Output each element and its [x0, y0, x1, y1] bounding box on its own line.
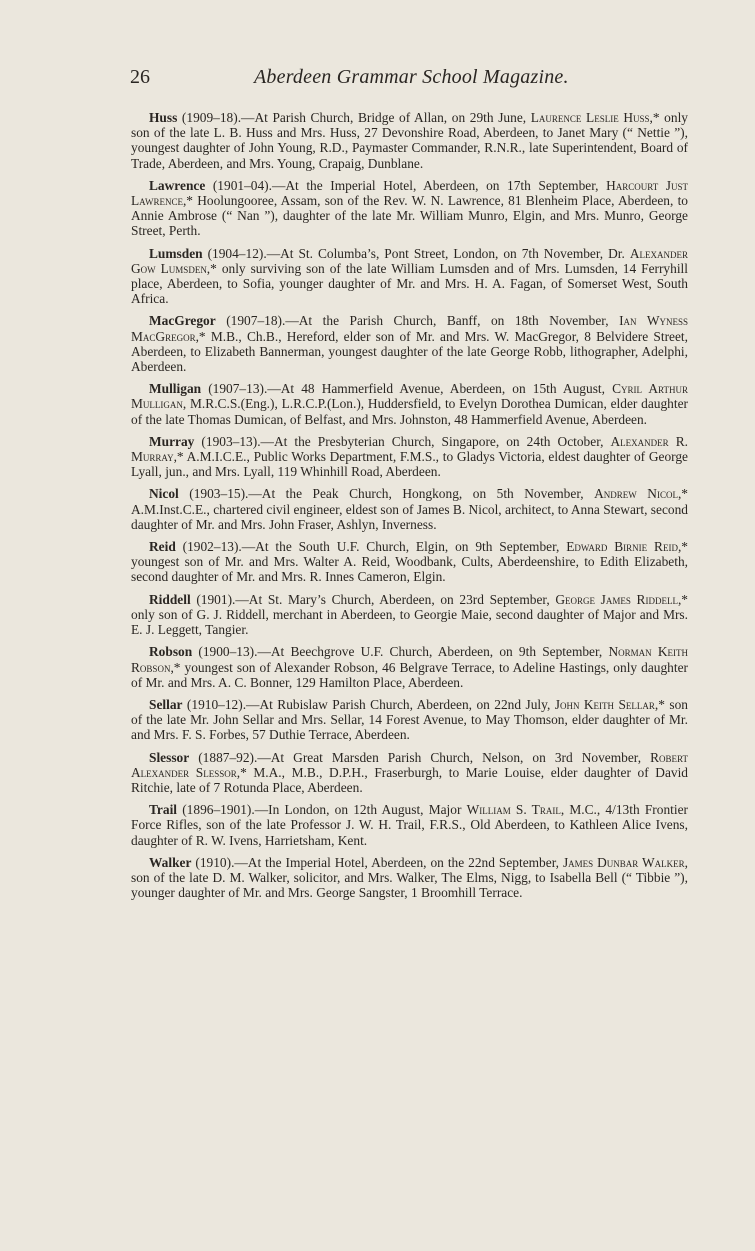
notice-surname: Reid — [149, 539, 176, 555]
notice-text: (1910–12).—At Rubislaw Parish Church, Aberdeen, on 22nd July, — [182, 696, 555, 712]
notice-text: only son of the late L. B. Huss and Mrs. Huss, 27 Devonshire Road, Aberdeen, to Janet Mary (“ Nettie ”), youngest daughter of John Young, R.D., Paymaster Commander, R.N.R., late Superintendent, Board of Trade, Aberdeen, and Mrs. Young, Crapaig, Dunblane. — [131, 110, 688, 171]
notice-text: Hoolungooree, Assam, son of the Rev. W. N. Lawrence, 81 Blenheim Place, Aberdeen, to Annie Ambrose (“ Nan ”), daughter of the late Mr. William Munro, Elgin, and Mrs. Munro, George Street, Perth. — [131, 193, 688, 239]
notice-text: M.A., M.B., D.P.H., Fraserburgh, to Marie Louise, elder daughter of David Ritchie, late of 7 Rotunda Place, Aberdeen. — [131, 764, 688, 795]
notice-entry — [131, 434, 688, 480]
notice-full-name: Alexander R. Murray,* — [131, 433, 689, 465]
notice-full-name: Norman Keith Robson,* — [131, 644, 688, 675]
notice-full-name: James Dunbar Walker, — [562, 854, 688, 870]
notice-text: A.M.Inst.C.E., chartered civil engineer, eldest son of James B. Nicol, architect, to Anna Stewart, second daughter of Mr. and Mrs. John Fraser, Ashlyn, Inverness. — [131, 501, 688, 532]
notice-text: only son of G. J. Riddell, merchant in Aberdeen, to Georgie Maie, second daughter of Major and Mrs. E. J. Leggett, Tangier. — [131, 606, 688, 638]
notice-full-name: Edward Birnie Reid,* — [566, 539, 688, 555]
notice-entry — [131, 592, 688, 638]
notice-text: (1907–13).—At 48 Hammerfield Avenue, Aberdeen, on 15th August, — [201, 381, 613, 397]
notice-text: M.R.C.S.(Eng.), L.R.C.P.(Lon.), Huddersfield, to Evelyn Dorothea Dumican, elder daughter of the late Thomas Dumican, of Belfast, and Mrs. Johnston, 48 Hammerfield Avenue, Aberdeen. — [131, 396, 688, 427]
notice-surname: Mulligan — [149, 381, 202, 397]
notice-surname: Sellar — [149, 696, 183, 712]
notice-text: youngest son of Mr. and Mrs. Walter A. Reid, Woodbank, Cults, Aberdeenshire, to Edith Elizabeth, second daughter of Mr. and Mrs. R. Innes Cameron, Elgin. — [131, 554, 688, 585]
magazine-title: Aberdeen Grammar School Magazine. — [254, 66, 569, 88]
notice-entry — [131, 246, 688, 307]
notice-full-name: Laurence Leslie Huss,* — [530, 110, 660, 125]
notice-text: (1901–04).—At the Imperial Hotel, Aberdeen, on 17th September, — [205, 177, 607, 193]
notice-full-name: Cyril Arthur Mulligan, — [131, 381, 688, 412]
notice-full-name: John Keith Sellar,* — [554, 696, 665, 712]
notice-surname: Murray — [149, 433, 195, 449]
notice-surname: Robson — [149, 644, 193, 660]
notice-surname: Nicol — [149, 486, 179, 502]
notice-surname: Trail — [149, 802, 178, 818]
notice-entry — [131, 110, 688, 171]
notice-surname: Huss — [149, 110, 178, 125]
notice-text: only surviving son of the late William Lumsden and of Mrs. Lumsden, 14 Ferryhill place, Aberdeen, to Sofia, younger daughter of Mr. and Mrs. H. A. Fagan, of Somerset West, South Africa. — [131, 260, 688, 307]
notice-entry — [131, 486, 688, 532]
notice-surname: Slessor — [149, 749, 190, 765]
notice-full-name: Andrew Nicol,* — [594, 486, 688, 502]
notice-full-name: William S. Trail, — [466, 802, 565, 818]
notice-text: (1910).—At the Imperial Hotel, Aberdeen, on the 22nd September, — [191, 854, 563, 870]
running-header — [130, 66, 690, 92]
notice-full-name: Ian Wyness MacGregor,* — [131, 313, 688, 344]
notice-text: (1903–15).—At the Peak Church, Hongkong, on 5th November, — [178, 486, 595, 502]
notice-entry — [131, 644, 688, 690]
notice-text: (1903–13).—At the Presbyterian Church, Singapore, on 24th October, — [194, 433, 611, 449]
notice-text: son of the late Mr. John Sellar and Mrs. Sellar, 14 Forest Avenue, to May Thomson, elder daughter of Mr. and Mrs. F. S. Forbes, 57 Duthie Terrace, Aberdeen. — [131, 696, 688, 743]
notice-entry — [131, 697, 688, 743]
notice-text: (1902–13).—At the South U.F. Church, Elgin, on 9th September, — [175, 539, 567, 555]
notice-full-name: Harcourt Just Lawrence,* — [131, 177, 688, 209]
notice-entry — [131, 855, 688, 901]
notice-text: (1896–1901).—In London, on 12th August, Major — [177, 802, 467, 818]
notice-text: (1907–18).—At the Parish Church, Banff, on 18th November, — [215, 313, 620, 329]
notice-text: A.M.I.C.E., Public Works Department, F.M.S., to Gladys Victoria, eldest daughter of George Lyall, jun., and Mrs. Lyall, 119 Whinhill Road, Aberdeen. — [131, 449, 688, 480]
notice-text: M.C., 4/13th Frontier Force Rifles, son of the late Professor J. W. H. Trail, F.R.S., Old Aberdeen, to Kathleen Alice Ivens, daughter of R. W. Ivens, Harrietsham, Kent. — [131, 802, 688, 848]
marriage-notices — [131, 110, 688, 907]
notice-entry — [131, 802, 688, 848]
notice-entry — [131, 313, 688, 374]
notice-surname: Riddell — [149, 591, 191, 607]
page-number: 26 — [130, 66, 150, 88]
notice-entry — [131, 750, 688, 796]
notice-text: (1900–13).—At Beechgrove U.F. Church, Aberdeen, on 9th September, — [192, 644, 609, 660]
notice-surname: MacGregor — [149, 313, 216, 329]
notice-full-name: George James Riddell,* — [555, 591, 688, 607]
notice-full-name: Alexander Gow Lumsden,* — [131, 245, 688, 276]
notice-text: (1901).—At St. Mary’s Church, Aberdeen, on 23rd September, — [190, 591, 556, 607]
notice-entry — [131, 178, 688, 239]
notice-surname: Lawrence — [149, 177, 206, 193]
notice-entry — [131, 381, 688, 427]
notice-text: youngest son of Alexander Robson, 46 Belgrave Terrace, to Adeline Hastings, only daughter of Mr. and Mrs. A. C. Bonner, 129 Hamilton Place, Aberdeen. — [131, 659, 688, 690]
notice-full-name: Robert Alexander Slessor,* — [131, 749, 688, 780]
notice-text: son of the late D. M. Walker, solicitor, and Mrs. Walker, The Elms, Nigg, to Isabella Bell (“ Tibbie ”), younger daughter of Mr. and Mrs. George Sangster, 1 Broomhill Terrace. — [131, 869, 688, 901]
notice-text: (1909–18).—At Parish Church, Bridge of Allan, on 29th June, — [177, 110, 531, 125]
notice-entry — [131, 539, 688, 585]
notice-surname: Lumsden — [149, 245, 203, 261]
notice-surname: Walker — [149, 854, 192, 870]
notice-text: (1887–92).—At Great Marsden Parish Church, Nelson, on 3rd November, — [189, 749, 651, 765]
notice-text: M.B., Ch.B., Hereford, elder son of Mr. and Mrs. W. MacGregor, 8 Belvidere Street, Aberdeen, to Elizabeth Bannerman, youngest daughter of the late George Robb, lithographer, Adelphi, Aberdeen. — [131, 328, 688, 375]
notice-text: (1904–12).—At St. Columba’s, Pont Street, London, on 7th November, Dr. — [202, 245, 630, 261]
